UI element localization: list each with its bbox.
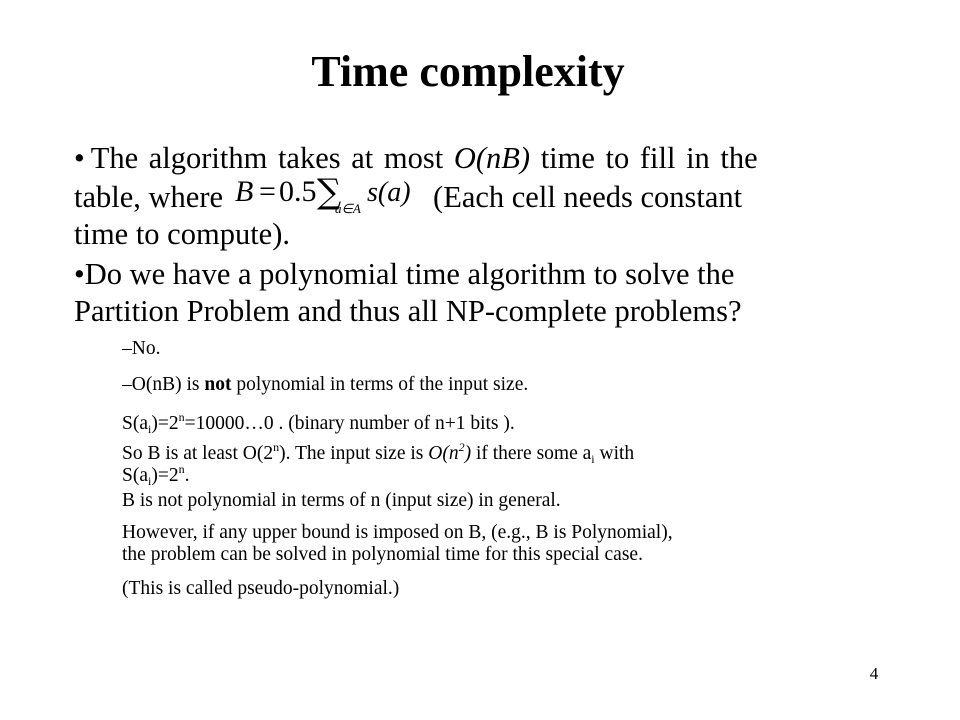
bullet-line (74, 172, 894, 216)
text: Do we have a polynomial time algorithm to solve the (84, 257, 735, 291)
text: (Each cell needs constant (433, 180, 743, 214)
sub-point-no: –No. (122, 338, 161, 359)
text: The algorithm takes at most (90, 141, 454, 175)
subscript: i (591, 452, 595, 466)
text: polynomial in terms of the input size. (231, 374, 529, 395)
bullet-marker: • (74, 257, 85, 291)
text: ). The input size is (279, 443, 429, 464)
superscript: n (178, 410, 185, 424)
bullet-line (74, 140, 894, 177)
emphasis: not (204, 374, 232, 395)
text: –O(nB) is (122, 374, 205, 395)
text: )=2 (151, 413, 179, 434)
sub-point-b-not-polynomial: B is not polynomial in terms of n (input size) in general. (122, 490, 561, 511)
text: )=2 (151, 465, 179, 486)
bullet-polynomial-question (74, 256, 894, 330)
text: with (594, 443, 635, 464)
sub-point-not-polynomial (122, 374, 902, 396)
formula-sum-index: a∈A (335, 201, 361, 216)
text: So B is at least O(2 (122, 443, 274, 464)
text: S(a (122, 413, 148, 434)
formula-coefficient: 0.5 (279, 175, 317, 208)
formula-b-equals-half-sum (233, 172, 429, 216)
bullet-marker: • (74, 141, 85, 175)
text: time to fill in the (530, 141, 758, 175)
text: . (184, 465, 190, 486)
superscript: 2 (458, 440, 465, 454)
italic-term: O(n (428, 443, 459, 464)
text: =10000…0 . (binary number of n+1 bits ). (184, 413, 515, 434)
slide-title: Time complexity (311, 47, 625, 96)
sub-point-however-1: However, if any upper bound is imposed on B, (e.g., B is Polynomial), (122, 522, 673, 543)
subscript: i (148, 474, 152, 488)
sub-point-pseudo: (This is called pseudo-polynomial.) (122, 578, 400, 599)
formula-term: s(a) (367, 177, 411, 208)
sub-point-however-2: the problem can be solved in polynomial time for this special case. (122, 544, 643, 565)
bullet-line: Partition Problem and thus all NP-complete problems? (74, 294, 742, 328)
superscript: n (178, 462, 185, 476)
formula-sum-symbol: ∑ (317, 172, 342, 212)
formula-graphic (233, 171, 429, 217)
page-number: 4 (869, 664, 879, 683)
sub-point-input-size-cont (122, 458, 902, 492)
complexity-term: O(nB) (453, 141, 531, 175)
sub-point-s-ai (122, 406, 902, 440)
italic-term: ) (464, 443, 472, 464)
bullet-line: time to compute). (74, 217, 290, 251)
subscript: i (148, 422, 152, 436)
bullet-time-bound (74, 140, 894, 253)
formula-lhs: B (235, 175, 254, 208)
bullet-line (74, 256, 894, 293)
text: if there some a (471, 443, 592, 464)
text: S(a (122, 465, 148, 486)
superscript: n (273, 440, 280, 454)
formula-equals: = (259, 175, 276, 208)
text: table, where (74, 180, 224, 214)
